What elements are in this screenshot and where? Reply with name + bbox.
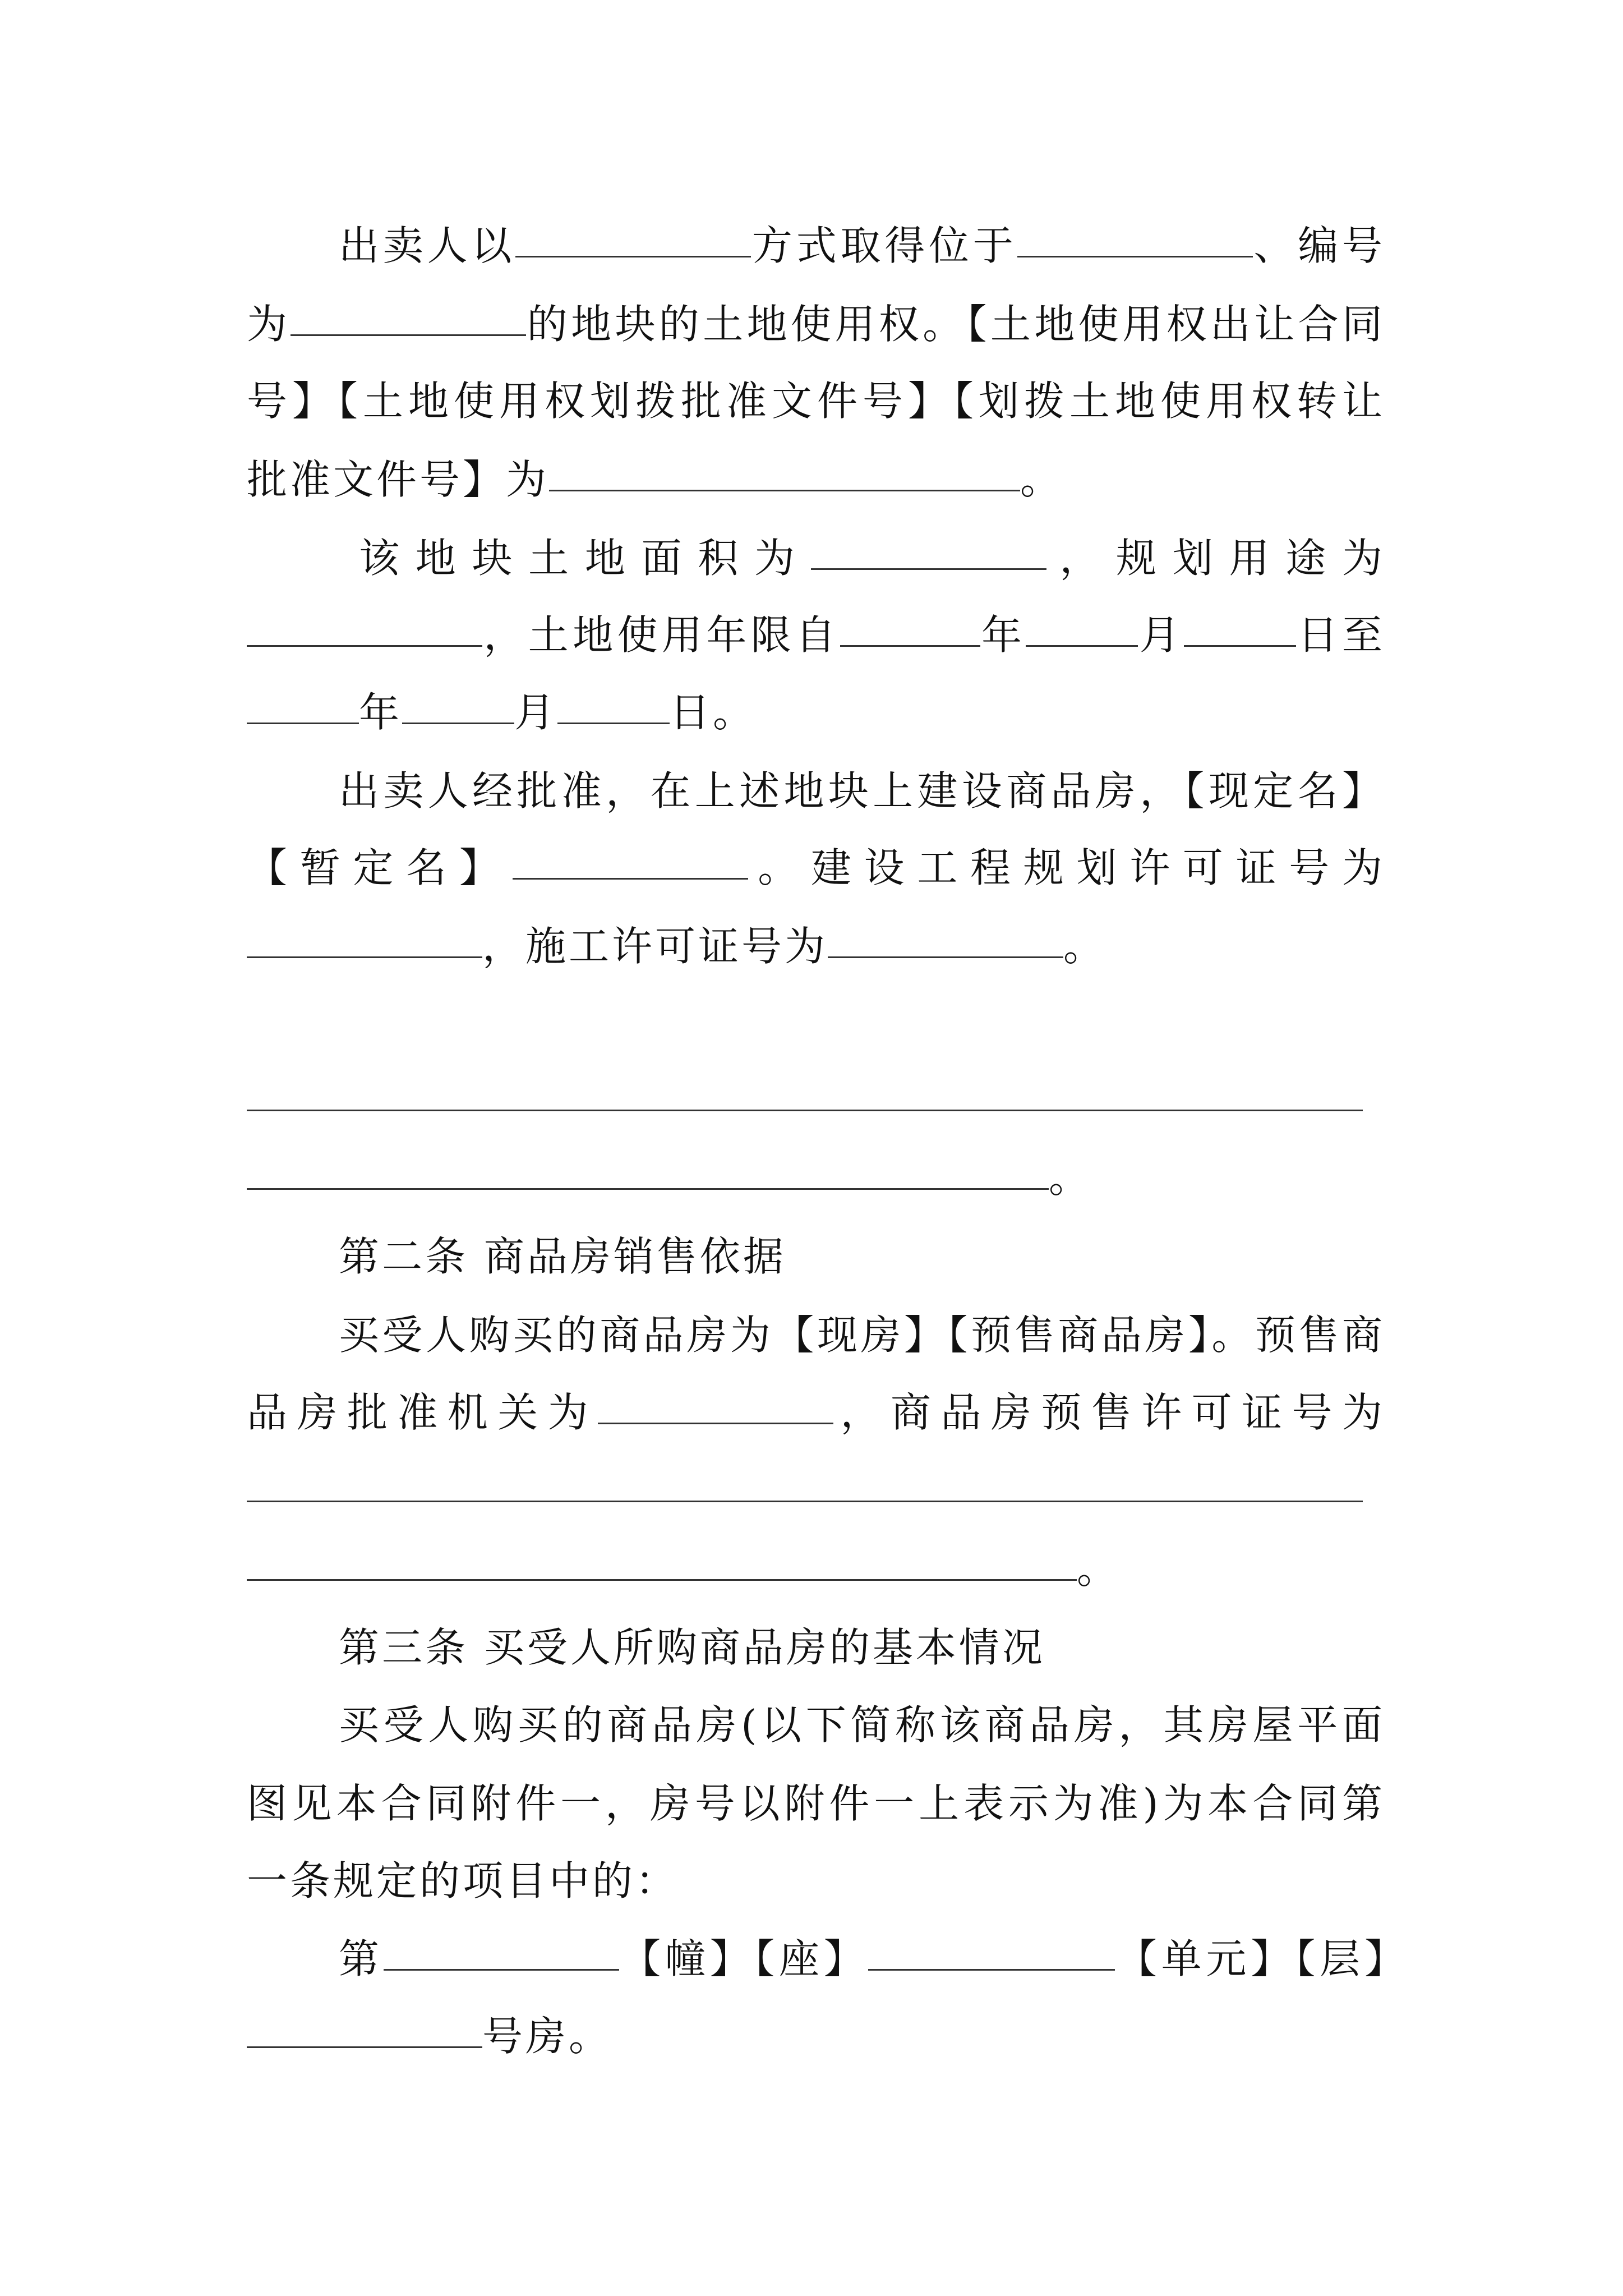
text: 图见本合同附件一，房号以附件一上表示为准)为本合同第 xyxy=(247,1780,1385,1827)
text: 一条规定的项目中的： xyxy=(247,1857,679,1904)
fill-in-blank[interactable] xyxy=(811,568,1046,570)
text: 批准文件号】为 xyxy=(247,456,550,503)
article3-line5 xyxy=(247,2003,1385,2070)
article1-p1-line3 xyxy=(247,367,1385,435)
article1-p1-line4 xyxy=(247,446,1385,513)
article3-heading xyxy=(339,1614,1385,1681)
fill-in-blank[interactable] xyxy=(828,956,1063,958)
fill-in-blank[interactable] xyxy=(247,1188,1049,1190)
fill-in-blank[interactable] xyxy=(384,1968,619,1971)
fill-in-blank[interactable] xyxy=(840,645,980,647)
article2-line1 xyxy=(339,1301,1385,1369)
text: 。 xyxy=(1077,1545,1121,1593)
fill-in-blank[interactable] xyxy=(513,877,748,880)
article1-p3-line3 xyxy=(247,913,1385,980)
text: 【暂定名】 xyxy=(247,844,513,891)
text: 【单元】【层】 xyxy=(1115,1935,1408,1982)
text: 。 xyxy=(1020,456,1064,503)
text: 年 xyxy=(359,689,403,736)
article3-line1 xyxy=(339,1691,1385,1759)
text: 第 xyxy=(339,1935,384,1982)
fill-in-blank[interactable] xyxy=(291,334,526,336)
text: 出卖人经批准，在上述地块上建设商品房，【现定名】 xyxy=(339,767,1385,815)
fill-in-blank[interactable] xyxy=(549,489,1020,491)
text: 。 xyxy=(1049,1154,1092,1202)
text: 【幢】【座】 xyxy=(619,1935,869,1982)
text: 、编号 xyxy=(1252,222,1385,269)
fill-in-blank[interactable] xyxy=(598,1422,833,1424)
text: ，施工许可证号为 xyxy=(482,923,828,970)
text: 。建设工程规划许可证号为 xyxy=(748,844,1385,891)
fill-in-blank[interactable] xyxy=(1026,645,1138,647)
text: 为 xyxy=(247,301,291,348)
article3-line2 xyxy=(247,1770,1385,1837)
fill-in-blank[interactable] xyxy=(247,1579,1077,1581)
fill-in-blank[interactable] xyxy=(247,2046,482,2048)
text: 该地块土地面积为 xyxy=(359,535,811,582)
text: 号房。 xyxy=(482,2013,612,2060)
fill-in-blank[interactable] xyxy=(247,956,482,958)
heading-text: 第三条 买受人所购商品房的基本情况 xyxy=(339,1624,1045,1671)
article2-heading xyxy=(339,1223,1385,1290)
text: 买受人购买的商品房为【现房】【预售商品房】。预售商 xyxy=(339,1312,1385,1359)
text: ，土地使用年限自 xyxy=(482,611,840,659)
text: 。 xyxy=(1063,923,1107,970)
text: 号】【土地使用权划拨批准文件号】【划拨土地使用权转让 xyxy=(247,378,1385,425)
text: 方式取得位于 xyxy=(751,222,1017,269)
article1-p2-line1 xyxy=(359,524,1385,592)
article3-line3 xyxy=(247,1847,1385,1915)
text: 的地块的土地使用权。【土地使用权出让合同 xyxy=(526,301,1385,348)
text: ，规划用途为 xyxy=(1046,535,1385,582)
fill-in-blank[interactable] xyxy=(515,255,751,257)
fill-in-blank[interactable] xyxy=(247,722,359,724)
article2-line4 xyxy=(247,1535,1385,1603)
text: 品房批准机关为 xyxy=(247,1389,598,1436)
article1-p1-line1 xyxy=(339,212,1385,279)
article1-p3-line1 xyxy=(339,757,1385,825)
text: 买受人购买的商品房(以下简称该商品房，其房屋平面 xyxy=(339,1701,1385,1749)
text: 年 xyxy=(980,611,1026,659)
fill-in-blank[interactable] xyxy=(868,1968,1115,1971)
article3-line4 xyxy=(339,1925,1408,1993)
fill-in-blank[interactable] xyxy=(247,1500,1363,1502)
text: 出卖人以 xyxy=(339,222,516,269)
text: 日至 xyxy=(1296,611,1385,659)
article1-p4-line2 xyxy=(247,1144,1385,1212)
text: 月 xyxy=(1138,611,1184,659)
fill-in-blank[interactable] xyxy=(1184,645,1296,647)
text: ，商品房预售许可证号为 xyxy=(833,1389,1385,1436)
fill-in-blank[interactable] xyxy=(557,722,670,724)
fill-in-blank[interactable] xyxy=(247,645,482,647)
text: 日。 xyxy=(670,689,757,736)
fill-in-blank[interactable] xyxy=(247,1109,1363,1111)
fill-in-blank[interactable] xyxy=(402,722,514,724)
article1-p1-line2 xyxy=(247,291,1385,358)
article2-line3 xyxy=(247,1457,1385,1524)
article1-p2-line2 xyxy=(247,601,1385,669)
article1-p3-line2 xyxy=(247,834,1385,901)
article1-p2-line3 xyxy=(247,679,1385,746)
text: 月 xyxy=(514,689,558,736)
fill-in-blank[interactable] xyxy=(1017,255,1253,257)
heading-text: 第二条 商品房销售依据 xyxy=(339,1233,786,1280)
article1-p4-line1 xyxy=(247,1066,1385,1133)
article2-line2 xyxy=(247,1379,1385,1446)
